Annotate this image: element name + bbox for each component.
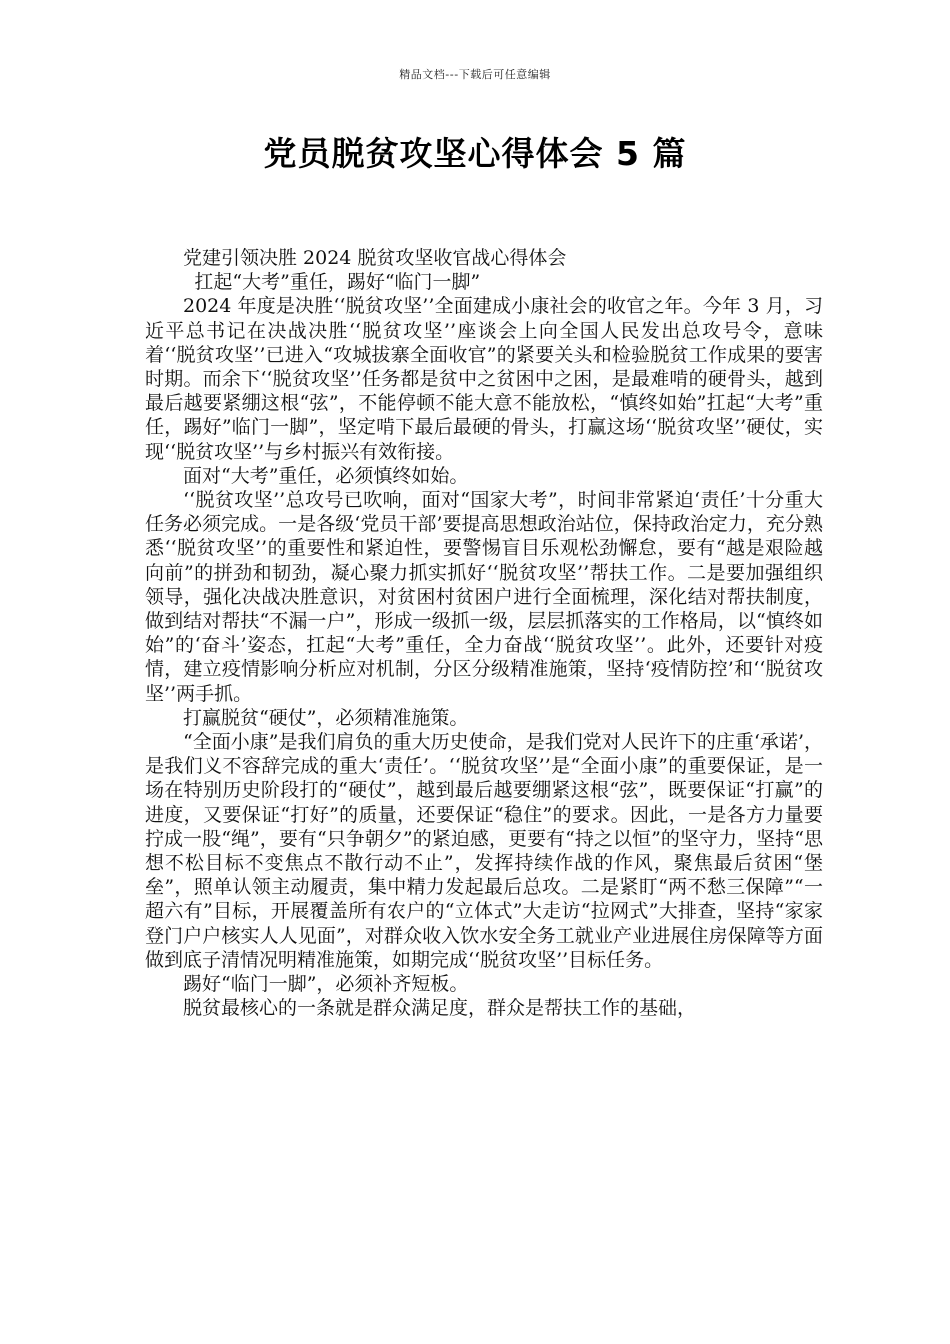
page-header-note: 精品文档---下载后可任意编辑 xyxy=(399,68,551,81)
body-paragraph: “全面小康”是我们肩负的重大历史使命，是我们党对人民许下的庄重‘承诺’，是我们义不容辞完成的重大‘责任’。‘‘脱贫攻坚’’是“全面小康”的重要保证，是一场在特别历史阶段打的“硬仗”，越到最后越要绷紧这根“弦”，既要保证“打赢”的进度，又要保证“打好”的质量，还要保证“稳住”的要求。因此，一是各方力量要拧成一股“绳”，要有“只争朝夕”的紧迫感，更要有“持之以恒”的坚守力，坚持“思想不松目标不变焦点不散行动不止”，发挥持续作战的作风，聚焦最后贫困“堡垒”，照单认领主动履责，集中精力发起最后总攻。二是紧盯“两不愁三保障”“一超六有”目标，开展覆盖所有农户的“立体式”大走访“拉网式”大排查，坚持“家家登门户户核实人人见面”，对群众收入饮水安全务工就业产业进展住房保障等方面做到底子清情况明精准施策，如期完成‘‘脱贫攻坚’’目标任务。 xyxy=(145,731,823,971)
subsection-heading: 面对“大考”重任，必须慎终如始。 xyxy=(183,464,469,487)
subsection-heading: 打赢脱贫“硬仗”，必须精准施策。 xyxy=(183,706,469,729)
section-subtitle: 扛起“大考”重任，踢好“临门一脚” xyxy=(194,271,481,294)
body-paragraph: 脱贫最核心的一条就是群众满足度，群众是帮扶工作的基础， xyxy=(183,997,697,1020)
subsection-heading: 踢好“临门一脚”，必须补齐短板。 xyxy=(183,973,469,996)
body-paragraph: ‘‘脱贫攻坚’’总攻号已吹响，面对“国家大考”，时间非常紧迫‘责任’十分重大任务必须完成。一是各级‘党员干部’要提高思想政治站位，保持政治定力，充分熟悉‘‘脱贫攻坚’’的重要性和紧迫性，要警惕盲目乐观松劲懈怠，要有“越是艰险越向前”的拼劲和韧劲，凝心聚力抓实抓好‘‘脱贫攻坚’’帮扶工作。二是要加强组织领导，强化决战决胜意识，对贫困村贫困户进行全面梳理，深化结对帮扶制度，做到结对帮扶“不漏一户”，形成一级抓一级，层层抓落实的工作格局，以“慎终如始”的‘奋斗’姿态，扛起“大考”重任，全力奋战‘‘脱贫攻坚’’。此外，还要针对疫情，建立疫情影响分析应对机制，分区分级精准施策，坚持‘疫情防控’和‘‘脱贫攻坚’’两手抓。 xyxy=(145,489,823,705)
document-body xyxy=(145,246,823,1021)
section-heading: 党建引领决胜 2024 脱贫攻坚收官战心得体会 xyxy=(183,247,567,269)
body-paragraph: 2024 年度是决胜‘‘脱贫攻坚’’全面建成小康社会的收官之年。今年 3 月，习近平总书记在决战决胜‘‘脱贫攻坚’’座谈会上向全国人民发出总攻号令，意味着‘‘脱贫攻坚’’已进入“攻城拔寨全面收官”的紧要关头和检验脱贫工作成果的要害时期。而余下‘‘脱贫攻坚’’任务都是贫中之贫困中之困，是最难啃的硬骨头，越到最后越要紧绷这根“弦”，不能停顿不能大意不能放松，“慎终如始”扛起“大考”重任，踢好”临门一脚”，坚定啃下最后最硬的骨头，打赢这场‘‘脱贫攻坚’’硬仗，实现‘‘脱贫攻坚’’与乡村振兴有效衔接。 xyxy=(145,295,823,463)
document-title: 党员脱贫攻坚心得体会 5 篇 xyxy=(263,134,687,173)
